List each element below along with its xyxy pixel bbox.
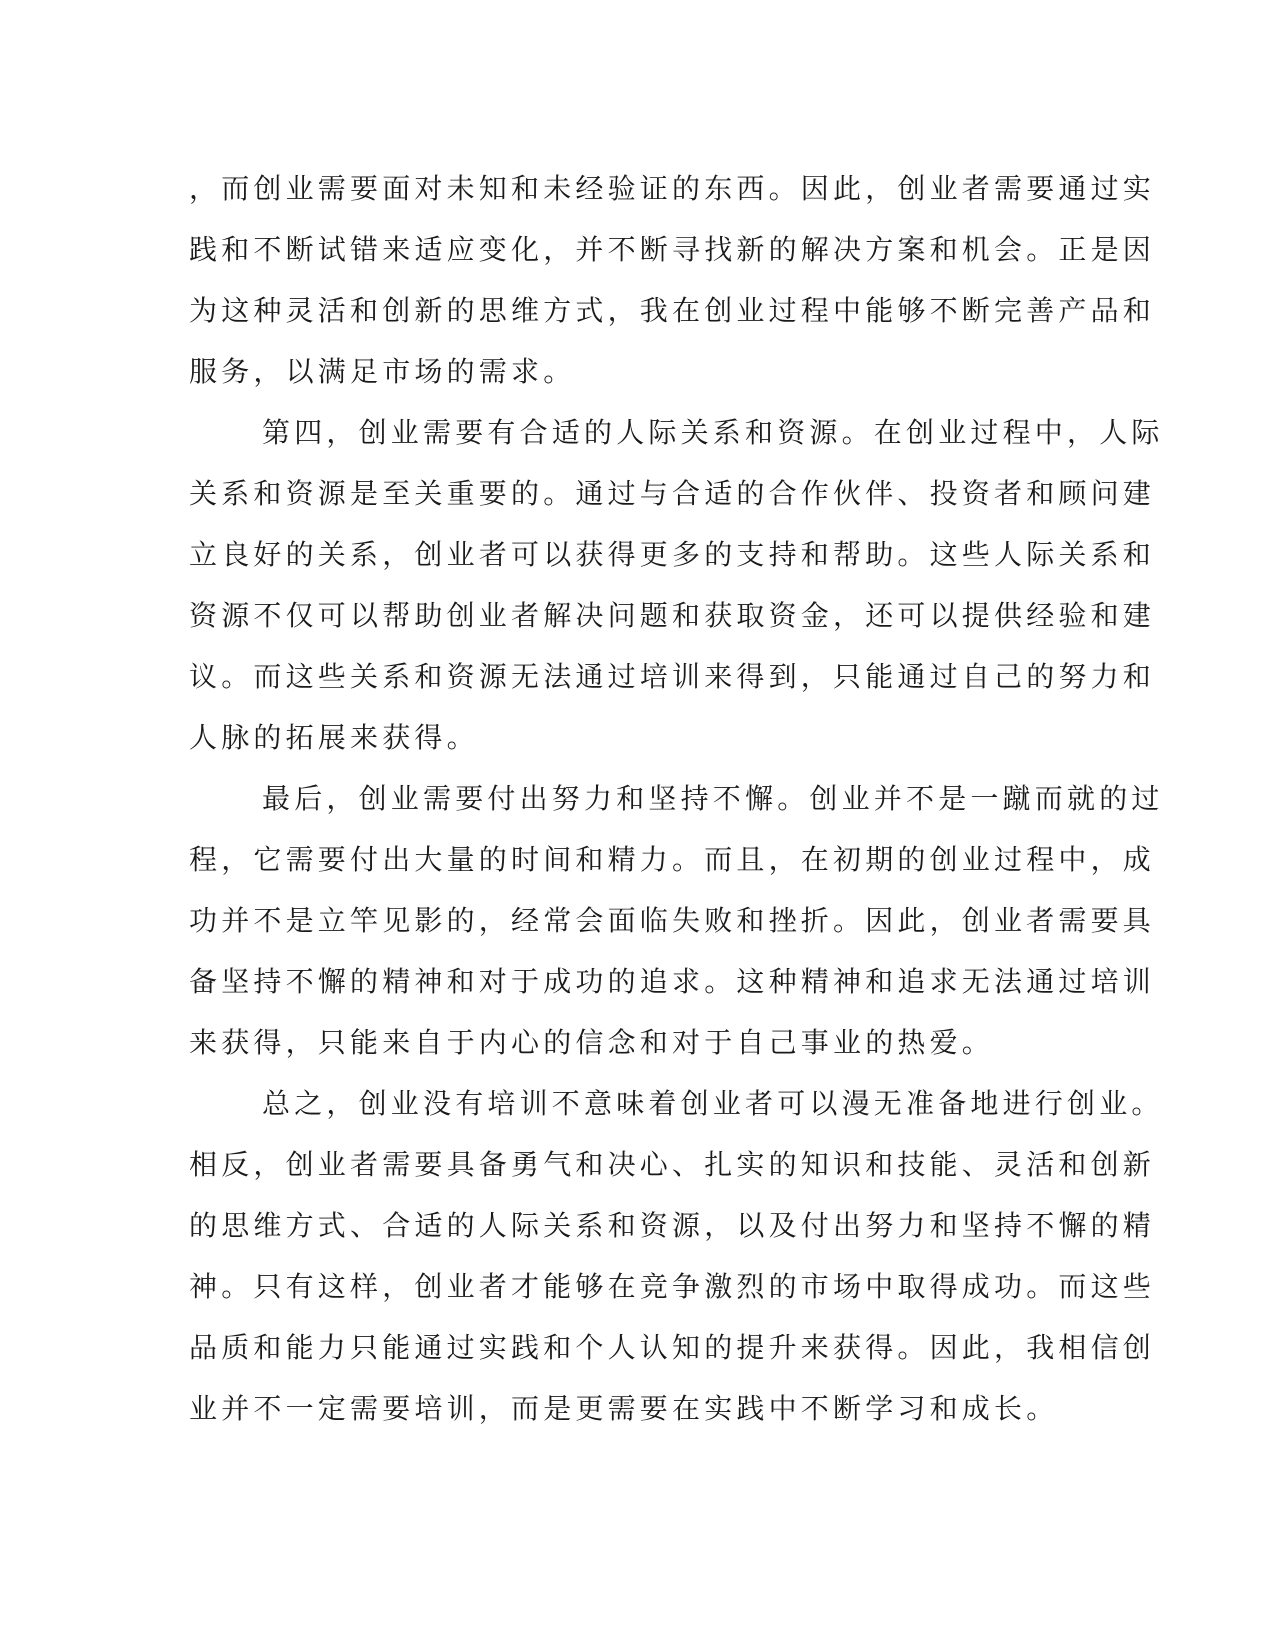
- text-line: ，而创业需要面对未知和未经验证的东西。因此，创业者需要通过实: [189, 172, 1156, 205]
- paragraph-conclusion: [189, 1073, 1164, 1439]
- text-line: 相反，创业者需要具备勇气和决心、扎实的知识和技能、灵活和创新: [189, 1148, 1156, 1181]
- text-line: 功并不是立竿见影的，经常会面临失败和挫折。因此，创业者需要具: [189, 904, 1156, 937]
- text-line: 议。而这些关系和资源无法通过培训来得到，只能通过自己的努力和: [189, 660, 1156, 693]
- body-text: [189, 158, 1164, 1439]
- paragraph-finally: [189, 768, 1164, 1073]
- text-line: 总之，创业没有培训不意味着创业者可以漫无准备地进行创业。: [262, 1087, 1164, 1120]
- text-line: 品质和能力只能通过实践和个人认知的提升来获得。因此，我相信创: [189, 1331, 1156, 1364]
- text-line: 业并不一定需要培训，而是更需要在实践中不断学习和成长。: [189, 1392, 1059, 1425]
- text-line: 程，它需要付出大量的时间和精力。而且，在初期的创业过程中，成: [189, 843, 1156, 876]
- text-line: 第四，创业需要有合适的人际关系和资源。在创业过程中，人际: [262, 416, 1164, 449]
- text-line: 关系和资源是至关重要的。通过与合适的合作伙伴、投资者和顾问建: [189, 477, 1156, 510]
- text-line: 立良好的关系，创业者可以获得更多的支持和帮助。这些人际关系和: [189, 538, 1156, 571]
- text-line: 践和不断试错来适应变化，并不断寻找新的解决方案和机会。正是因: [189, 233, 1156, 266]
- text-line: 来获得，只能来自于内心的信念和对于自己事业的热爱。: [189, 1026, 995, 1059]
- text-line: 服务，以满足市场的需求。: [189, 355, 576, 388]
- text-line: 神。只有这样，创业者才能够在竞争激烈的市场中取得成功。而这些: [189, 1270, 1156, 1303]
- text-line: 资源不仅可以帮助创业者解决问题和获取资金，还可以提供经验和建: [189, 599, 1156, 632]
- paragraph-fourth: [189, 402, 1164, 768]
- paragraph-continuation: [189, 158, 1156, 402]
- text-line: 备坚持不懈的精神和对于成功的追求。这种精神和追求无法通过培训: [189, 965, 1156, 998]
- text-line: 的思维方式、合适的人际关系和资源，以及付出努力和坚持不懈的精: [189, 1209, 1156, 1242]
- text-line: 人脉的拓展来获得。: [189, 721, 479, 754]
- text-line: 最后，创业需要付出努力和坚持不懈。创业并不是一蹴而就的过: [262, 782, 1164, 815]
- text-line: 为这种灵活和创新的思维方式，我在创业过程中能够不断完善产品和: [189, 294, 1156, 327]
